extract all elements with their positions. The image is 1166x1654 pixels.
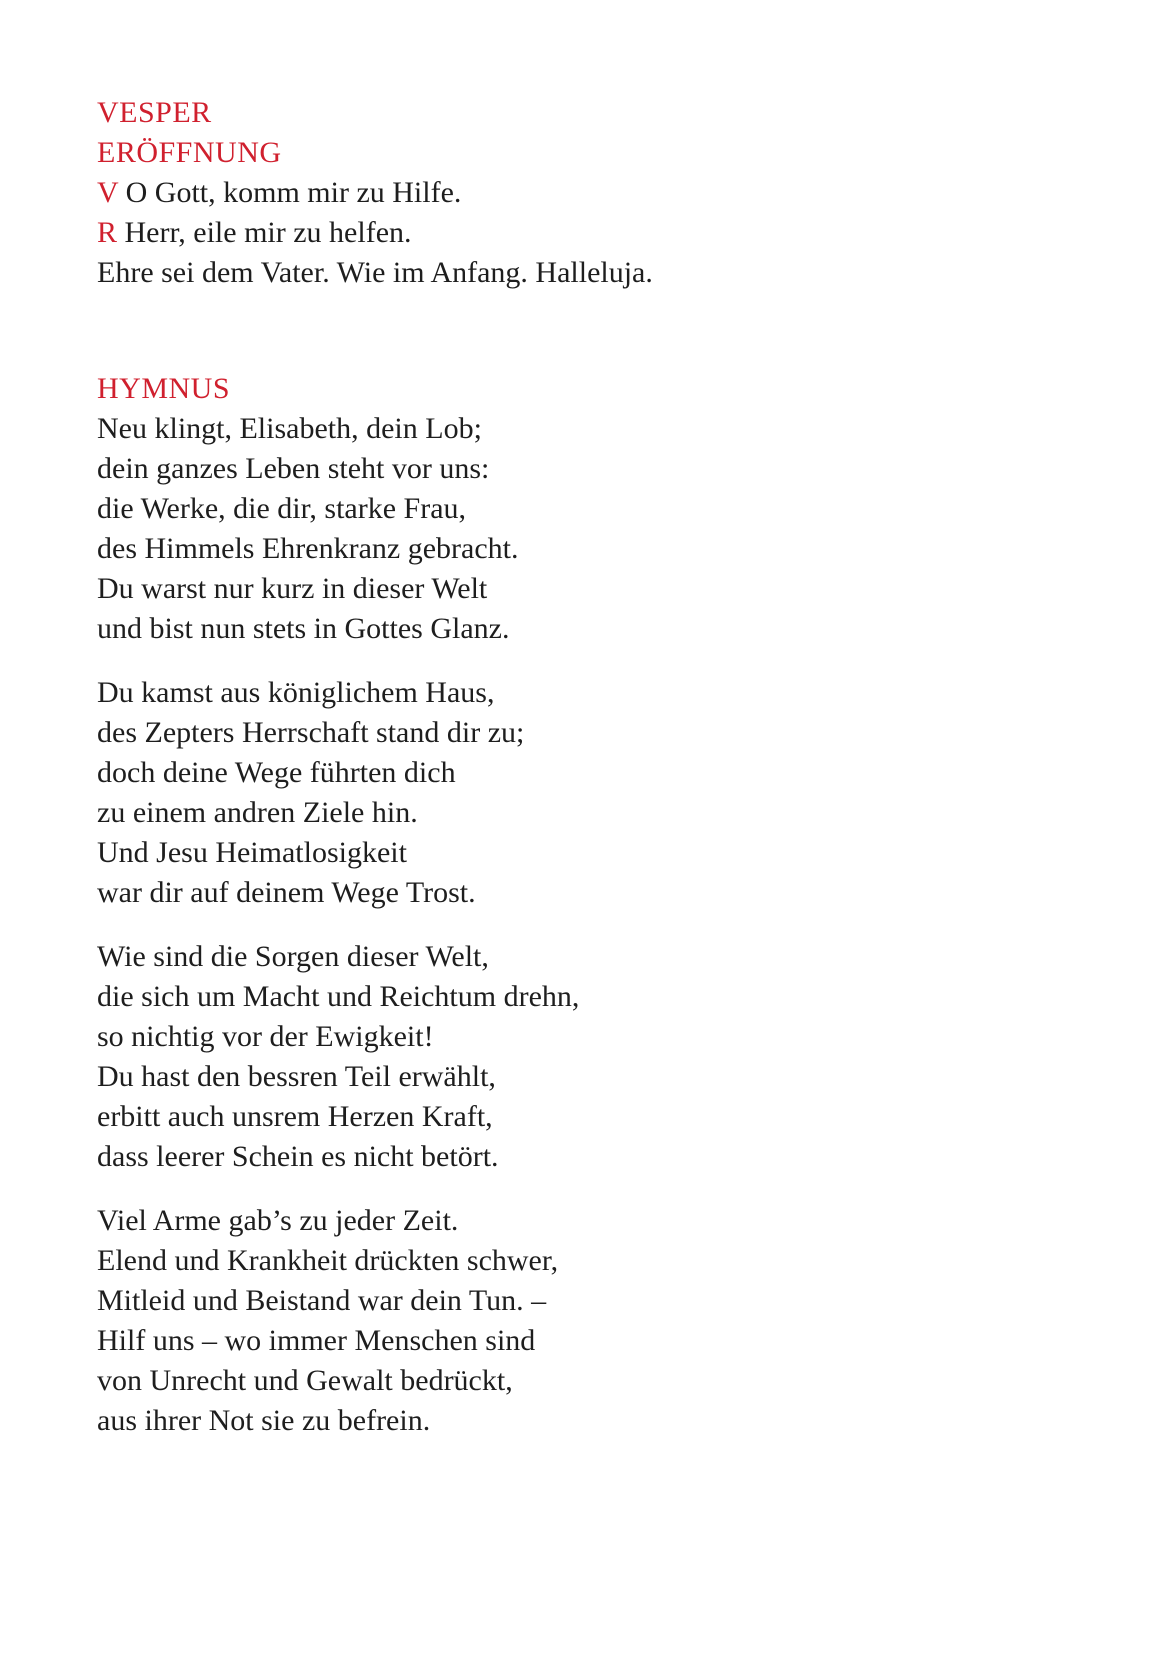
doxology-line: Ehre sei dem Vater. Wie im Anfang. Halleluja. [97, 256, 653, 289]
hymn-stanza-4 [97, 1201, 1126, 1441]
hymn-line: Du hast den bessren Teil erwählt, [97, 1060, 496, 1093]
response-line [97, 213, 1126, 253]
versicle-marker: V [97, 176, 119, 209]
versicle-text: O Gott, komm mir zu Hilfe. [125, 176, 462, 209]
hymn-line: Du kamst aus königlichem Haus, [97, 676, 495, 709]
hymn-line: dein ganzes Leben steht vor uns: [97, 452, 490, 485]
response-text: Herr, eile mir zu helfen. [124, 216, 412, 249]
hymn-line: Wie sind die Sorgen dieser Welt, [97, 940, 489, 973]
hymn-stanza-2 [97, 673, 1126, 913]
hymnus-heading: HYMNUS [97, 372, 231, 405]
hymn-line: erbitt auch unsrem Herzen Kraft, [97, 1100, 493, 1133]
hymn-line: war dir auf deinem Wege Trost. [97, 876, 476, 909]
hymn-line: Du warst nur kurz in dieser Welt [97, 572, 488, 605]
hymn-line: von Unrecht und Gewalt bedrückt, [97, 1364, 513, 1397]
hymn-line: des Himmels Ehrenkranz gebracht. [97, 532, 519, 565]
hymn-line: des Zepters Herrschaft stand dir zu; [97, 716, 525, 749]
hymn-line: die sich um Macht und Reichtum drehn, [97, 980, 580, 1013]
hymn-line: Elend und Krankheit drückten schwer, [97, 1244, 559, 1277]
hymn-line: so nichtig vor der Ewigkeit! [97, 1020, 434, 1053]
hymn-line: doch deine Wege führten dich [97, 756, 456, 789]
vesper-content [97, 93, 1126, 1441]
hymn-line: Mitleid und Beistand war dein Tun. – [97, 1284, 547, 1317]
opening-heading: ERÖFFNUNG [97, 136, 282, 169]
hymn-line: zu einem andren Ziele hin. [97, 796, 418, 829]
hymn-line: Viel Arme gab’s zu jeder Zeit. [97, 1204, 459, 1237]
hymn-line: Hilf uns – wo immer Menschen sind [97, 1324, 536, 1357]
response-marker: R [97, 216, 118, 249]
hymn-line: Neu klingt, Elisabeth, dein Lob; [97, 412, 482, 445]
hymn-line: aus ihrer Not sie zu befrein. [97, 1404, 431, 1437]
hymn-stanza-1 [97, 409, 1126, 649]
hymn-line: und bist nun stets in Gottes Glanz. [97, 612, 510, 645]
hymn-line: die Werke, die dir, starke Frau, [97, 492, 467, 525]
hymn-stanza-3 [97, 937, 1126, 1177]
vesper-title: VESPER [97, 96, 212, 129]
hymn-line: dass leerer Schein es nicht betört. [97, 1140, 499, 1173]
hymn-line: Und Jesu Heimatlosigkeit [97, 836, 407, 869]
versicle-line [97, 173, 1126, 213]
